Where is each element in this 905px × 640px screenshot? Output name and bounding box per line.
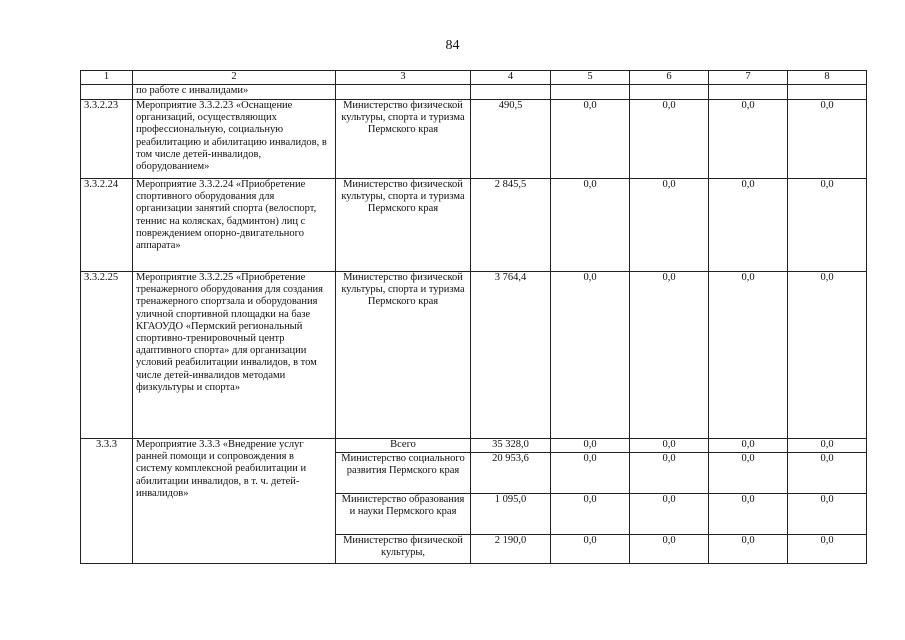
value-cell: 0,0	[551, 453, 630, 494]
column-number: 8	[788, 71, 867, 85]
table-row	[81, 439, 867, 453]
column-number: 3	[336, 71, 471, 85]
value-cell: 0,0	[551, 272, 630, 439]
value-cell: 490,5	[471, 100, 551, 179]
value-cell: 3 764,4	[471, 272, 551, 439]
value-cell: 0,0	[709, 453, 788, 494]
table-row	[81, 100, 867, 179]
table-row	[81, 272, 867, 439]
value-cell: 0,0	[551, 535, 630, 564]
budget-table	[80, 70, 867, 564]
item-executor: Министерство физической культуры, спорта и туризма Пермского края	[336, 179, 471, 272]
value-cell: 0,0	[788, 100, 867, 179]
value-cell: 0,0	[630, 179, 709, 272]
value-cell: 0,0	[630, 100, 709, 179]
item-executor: Министерство физической культуры,	[336, 535, 471, 564]
value-cell: 0,0	[709, 535, 788, 564]
value-cell: 0,0	[788, 535, 867, 564]
continuation-row	[81, 85, 867, 100]
continuation-text: по работе с инвалидами»	[133, 85, 336, 100]
value-cell: 0,0	[551, 439, 630, 453]
value-cell: 1 095,0	[471, 494, 551, 535]
value-cell: 0,0	[630, 439, 709, 453]
value-cell: 0,0	[630, 535, 709, 564]
table-row	[81, 179, 867, 272]
item-description: Мероприятие 3.3.2.23 «Оснащение организаций, осуществляющих профессиональную, социальную реабилитацию и абилитацию инвалидов, в том числе детей-инвалидов, оборудованием»	[133, 100, 336, 179]
column-number: 7	[709, 71, 788, 85]
column-number: 1	[81, 71, 133, 85]
value-cell: 0,0	[788, 494, 867, 535]
column-number: 5	[551, 71, 630, 85]
item-executor: Министерство физической культуры, спорта и туризма Пермского края	[336, 272, 471, 439]
item-description: Мероприятие 3.3.2.24 «Приобретение спортивного оборудования для организации занятий спорта (велоспорт, теннис на колясках, бадминтон) лиц с повреждением опорно-двигательного аппарата»	[133, 179, 336, 272]
value-cell: 0,0	[551, 179, 630, 272]
value-cell: 0,0	[709, 100, 788, 179]
value-cell: 0,0	[788, 179, 867, 272]
value-cell: 0,0	[709, 179, 788, 272]
value-cell: 0,0	[630, 453, 709, 494]
column-number: 6	[630, 71, 709, 85]
value-cell: 0,0	[788, 439, 867, 453]
value-cell: 2 845,5	[471, 179, 551, 272]
value-cell: 20 953,6	[471, 453, 551, 494]
value-cell: 0,0	[709, 439, 788, 453]
item-code: 3.3.2.23	[81, 100, 133, 179]
page-number: 84	[445, 38, 460, 53]
column-number-row	[81, 71, 867, 85]
value-cell: 0,0	[551, 494, 630, 535]
value-cell: 0,0	[709, 272, 788, 439]
value-cell: 0,0	[709, 494, 788, 535]
value-cell: 2 190,0	[471, 535, 551, 564]
value-cell: 0,0	[630, 494, 709, 535]
item-executor: Министерство физической культуры, спорта и туризма Пермского края	[336, 100, 471, 179]
column-number: 4	[471, 71, 551, 85]
value-cell: 0,0	[788, 272, 867, 439]
item-code: 3.3.2.24	[81, 179, 133, 272]
value-cell: 0,0	[551, 100, 630, 179]
value-cell: 35 328,0	[471, 439, 551, 453]
item-executor: Министерство образования и науки Пермского края	[336, 494, 471, 535]
item-code: 3.3.3	[81, 439, 133, 564]
item-description: Мероприятие 3.3.2.25 «Приобретение тренажерного оборудования для создания тренажерного спортзала и оборудования уличной спортивной площадки на базе КГАОУДО «Пермский региональный спортивно-тренировочный центр адаптивного спорта» для организации условий реабилитации инвалидов, в том числе детей-инвалидов методами физкультуры и спорта»	[133, 272, 336, 439]
item-executor: Всего	[336, 439, 471, 453]
item-code: 3.3.2.25	[81, 272, 133, 439]
value-cell: 0,0	[630, 272, 709, 439]
value-cell: 0,0	[788, 453, 867, 494]
column-number: 2	[133, 71, 336, 85]
item-description: Мероприятие 3.3.3 «Внедрение услуг ранней помощи и сопровождения в систему комплексной реабилитации и абилитации инвалидов, в т. ч. детей-инвалидов»	[133, 439, 336, 564]
item-executor: Министерство социального развития Пермского края	[336, 453, 471, 494]
